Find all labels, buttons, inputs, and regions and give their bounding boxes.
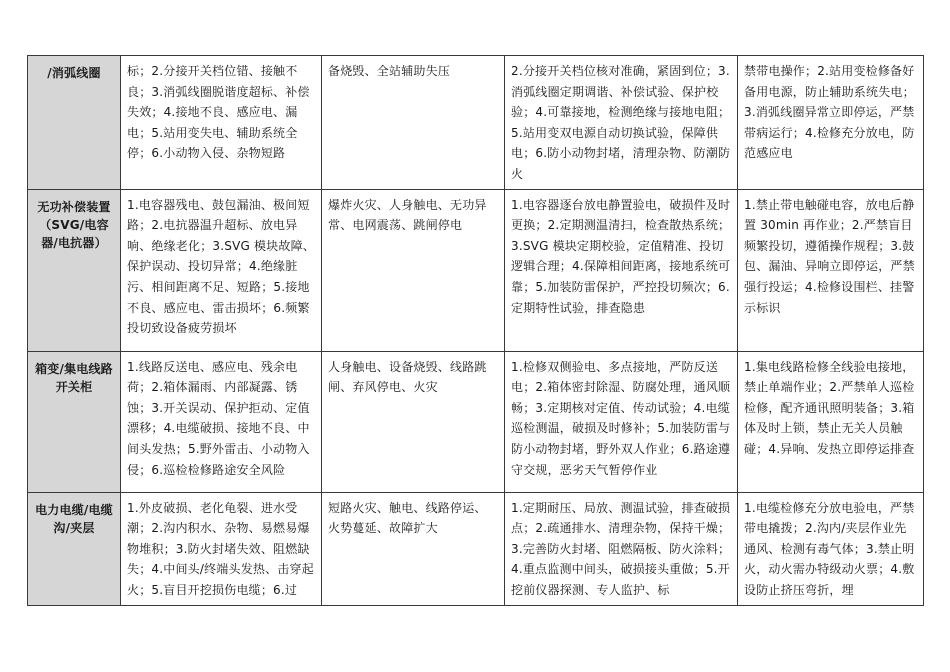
risk-factors-cell: 1.电容器残电、鼓包漏油、极间短路；2.电抗器温升超标、放电异响、绝缘老化；3.SVG 模块故障、保护误动、投切异常；4.绝缘脏污、相间距离不足、短路；5.接地不良、感应电、雷击损坏；6.频繁投切致设备疲劳损坏 <box>121 189 322 351</box>
risk-factors-cell: 标；2.分接开关档位错、接触不良；3.消弧线圈脱谐度超标、补偿失效；4.接地不良、感应电、漏电；5.站用变失电、辅助系统全停；6.小动物入侵、杂物短路 <box>121 56 322 190</box>
equipment-cell: 电力电缆/电缆沟/夹层 <box>28 492 121 605</box>
control-measures-cell: 1.电容器逐台放电静置验电，破损件及时更换；2.定期测温清扫，检查散热系统；3.SVG 模块定期校验，定值精准、投切逻辑合理；4.保障相间距离，接地系统可靠；5.加装防雷保护，严控投切频次；6.定期特性试验，排查隐患 <box>505 189 738 351</box>
table-row <box>28 492 924 605</box>
operation-requirements-cell: 1.电缆检修充分放电验电，严禁带电撬拨；2.沟内/夹层作业先通风、检测有毒气体；3.禁止明火，动火需办特级动火票；4.敷设防止挤压弯折，埋 <box>738 492 924 605</box>
table-row <box>28 56 924 190</box>
risk-factors-cell: 1.外皮破损、老化龟裂、进水受潮；2.沟内积水、杂物、易燃易爆物堆积；3.防火封堵失效、阻燃缺失；4.中间头/终端头发热、击穿起火；5.盲目开挖损伤电缆；6.过 <box>121 492 322 605</box>
operation-requirements-cell: 禁带电操作；2.站用变检修备好备用电源，防止辅助系统失电；3.消弧线圈异常立即停运，严禁带病运行；4.检修充分放电，防范感应电 <box>738 56 924 190</box>
table-row <box>28 189 924 351</box>
control-measures-cell: 1.定期耐压、局放、测温试验，排查破损点；2.疏通排水、清理杂物，保持干燥；3.完善防火封堵、阻燃隔板、防火涂料；4.重点监测中间头，破损接头重做；5.开挖前仪器探测、专人监护、标 <box>505 492 738 605</box>
equipment-cell: /消弧线圈 <box>28 56 121 190</box>
consequences-cell: 人身触电、设备烧毁、线路跳闸、弃风停电、火灾 <box>322 351 505 492</box>
operation-requirements-cell: 1.集电线路检修全线验电接地，禁止单端作业；2.严禁单人巡检检修，配齐通讯照明装备；3.箱体及时上锁，禁止无关人员触碰；4.异响、发热立即停运排查 <box>738 351 924 492</box>
risk-factors-cell: 1.线路反送电、感应电、残余电荷；2.箱体漏雨、内部凝露、锈蚀；3.开关误动、保护拒动、定值漂移；4.电缆破损、接地不良、中间头发热；5.野外雷击、小动物入侵；6.巡检检修路途安全风险 <box>121 351 322 492</box>
risk-control-table <box>27 55 924 606</box>
consequences-cell: 备烧毁、全站辅助失压 <box>322 56 505 190</box>
consequences-cell: 爆炸火灾、人身触电、无功异常、电网震荡、跳闸停电 <box>322 189 505 351</box>
control-measures-cell: 2.分接开关档位核对准确，紧固到位；3.消弧线圈定期调谐、补偿试验、保护校验；4.可靠接地，检测绝缘与接地电阻；5.站用变双电源自动切换试验，保障供电；6.防小动物封堵，清理杂物、防潮防火 <box>505 56 738 190</box>
equipment-cell: 箱变/集电线路开关柜 <box>28 351 121 492</box>
control-measures-cell: 1.检修双侧验电、多点接地，严防反送电；2.箱体密封除湿、防腐处理，通风顺畅；3.定期核对定值、传动试验；4.电缆巡检测温，破损及时修补；5.加装防雷与防小动物封堵，野外双人作业；6.路途遵守交规，恶劣天气暂停作业 <box>505 351 738 492</box>
consequences-cell: 短路火灾、触电、线路停运、火势蔓延、故障扩大 <box>322 492 505 605</box>
table-row <box>28 351 924 492</box>
operation-requirements-cell: 1.禁止带电触碰电容，放电后静置 30min 再作业；2.严禁盲目频繁投切，遵循操作规程；3.鼓包、漏油、异响立即停运，严禁强行投运；4.检修设围栏、挂警示标识 <box>738 189 924 351</box>
equipment-cell: 无功补偿装置（SVG/电容器/电抗器） <box>28 189 121 351</box>
